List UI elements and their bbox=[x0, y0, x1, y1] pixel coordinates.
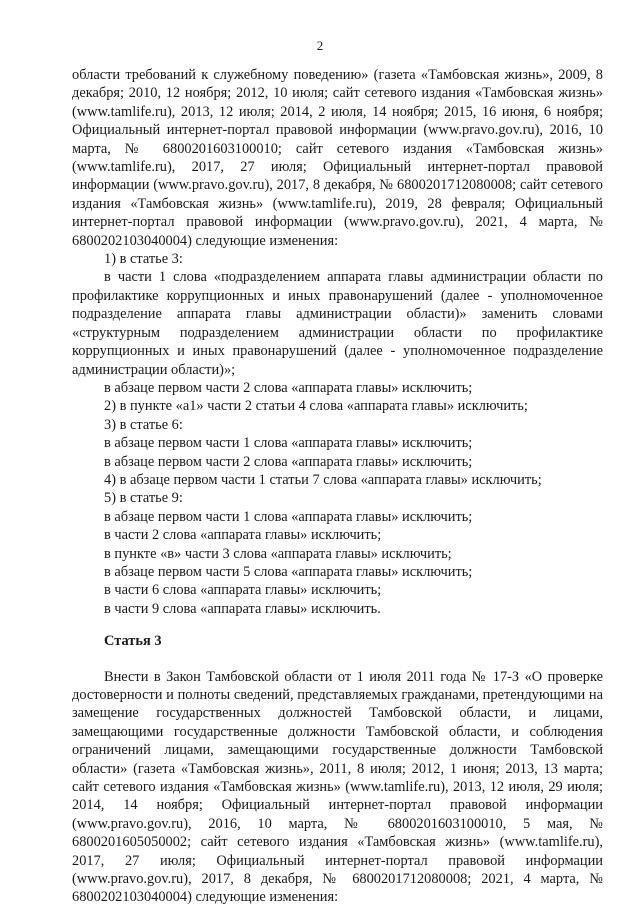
amendment-item: в абзаце первом части 2 слова «аппарата главы» исключить; bbox=[104, 379, 473, 396]
intro-paragraph: области требований к служебному поведению» (газета «Тамбовская жизнь», 2009, 8 декабря; 2010, 12 ноября; 2012, 10 июля; сайт сетевого издания «Тамбовская жизнь» (www.tamlife.ru), 2013, 12 июля; 2014, 2 июля, 14 ноября; 2015, 16 июня, 6 ноября; Официальный интернет-портал правовой информации (www.pravo.gov.ru), 2016, 10 марта, № 6800201603100010; сайт сетевого издания «Тамбовская жизнь» (www.tamlife.ru), 2017, 27 июля; Официальный интернет-портал правовой информации (www.pravo.gov.ru), 2017, 8 декабря, № 6800201712080008; сайт сетевого издания «Тамбовская жизнь» (www.tamlife.ru), 2019, 28 февраля; Официальный интернет-портал правовой информации (www.pravo.gov.ru), 2021, 4 марта, № 6800202103040004) следующие изменения: bbox=[72, 67, 603, 249]
amendment-item: 1) в статье 3: bbox=[104, 251, 183, 268]
amendment-item: 3) в статье 6: bbox=[104, 416, 183, 433]
amendment-item: в абзаце первом части 1 слова «аппарата главы» исключить; bbox=[104, 435, 473, 452]
amendment-item: в части 6 слова «аппарата главы» исключить; bbox=[104, 582, 382, 599]
article-heading: Статья 3 bbox=[104, 633, 162, 650]
article-paragraph: Внести в Закон Тамбовской области от 1 июля 2011 года № 17-З «О проверке достоверности и полноты сведений, представляемых гражданами, претендующими на замещение государственных должностей Тамбовской области, и лицами, замещающими государственные должности Тамбовской области, и соблюдения ограничений лицами, замещающими государственные должности Тамбовской области» (газета «Тамбовская жизнь», 2011, 8 июля; 2012, 1 июня; 2013, 13 марта; сайт сетевого издания «Тамбовская жизнь» (www.tamlife.ru), 2013, 12 июля, 29 июля; 2014, 14 ноября; Официальный интернет-портал правовой информации (www.pravo.gov.ru), 2016, 10 марта, № 6800201603100010, 5 мая, № 6800201605050002; сайт сетевого издания «Тамбовская жизнь» (www.tamlife.ru), 2017, 27 июля; Официальный интернет-портал правовой информации (www.pravo.gov.ru), 2017, 8 декабря, № 6800201712080008; 2021, 4 марта, № 6800202103040004) следующие изменения: bbox=[72, 668, 603, 906]
amendment-item: в части 9 слова «аппарата главы» исключить. bbox=[104, 600, 381, 617]
amendment-item: 2) в пункте «а1» части 2 статьи 4 слова «аппарата главы» исключить; bbox=[104, 398, 528, 415]
amendment-item: в абзаце первом части 1 слова «аппарата главы» исключить; bbox=[104, 508, 473, 525]
amendment-item: в пункте «в» части 3 слова «аппарата главы» исключить; bbox=[104, 545, 452, 562]
amendment-item: 4) в абзаце первом части 1 статьи 7 слова «аппарата главы» исключить; bbox=[104, 471, 542, 488]
amendment-item: в абзаце первом части 5 слова «аппарата главы» исключить; bbox=[104, 563, 473, 580]
amendment-item: в части 2 слова «аппарата главы» исключить; bbox=[104, 527, 382, 544]
amendment-item: в абзаце первом части 2 слова «аппарата главы» исключить; bbox=[104, 453, 473, 470]
page-number: 2 bbox=[316, 38, 324, 53]
document-body bbox=[72, 66, 603, 907]
amendment-item: 5) в статье 9: bbox=[104, 490, 183, 507]
amendment-item: в части 1 слова «подразделением аппарата главы администрации области по профилактике коррупционных и иных правонарушений (далее - уполномоченное подразделение аппарата главы администрации области)» заменить словами «структурным подразделением администрации области по профилактике коррупционных и иных правонарушений (далее - уполномоченное подразделение администрации области)»; bbox=[72, 269, 603, 378]
